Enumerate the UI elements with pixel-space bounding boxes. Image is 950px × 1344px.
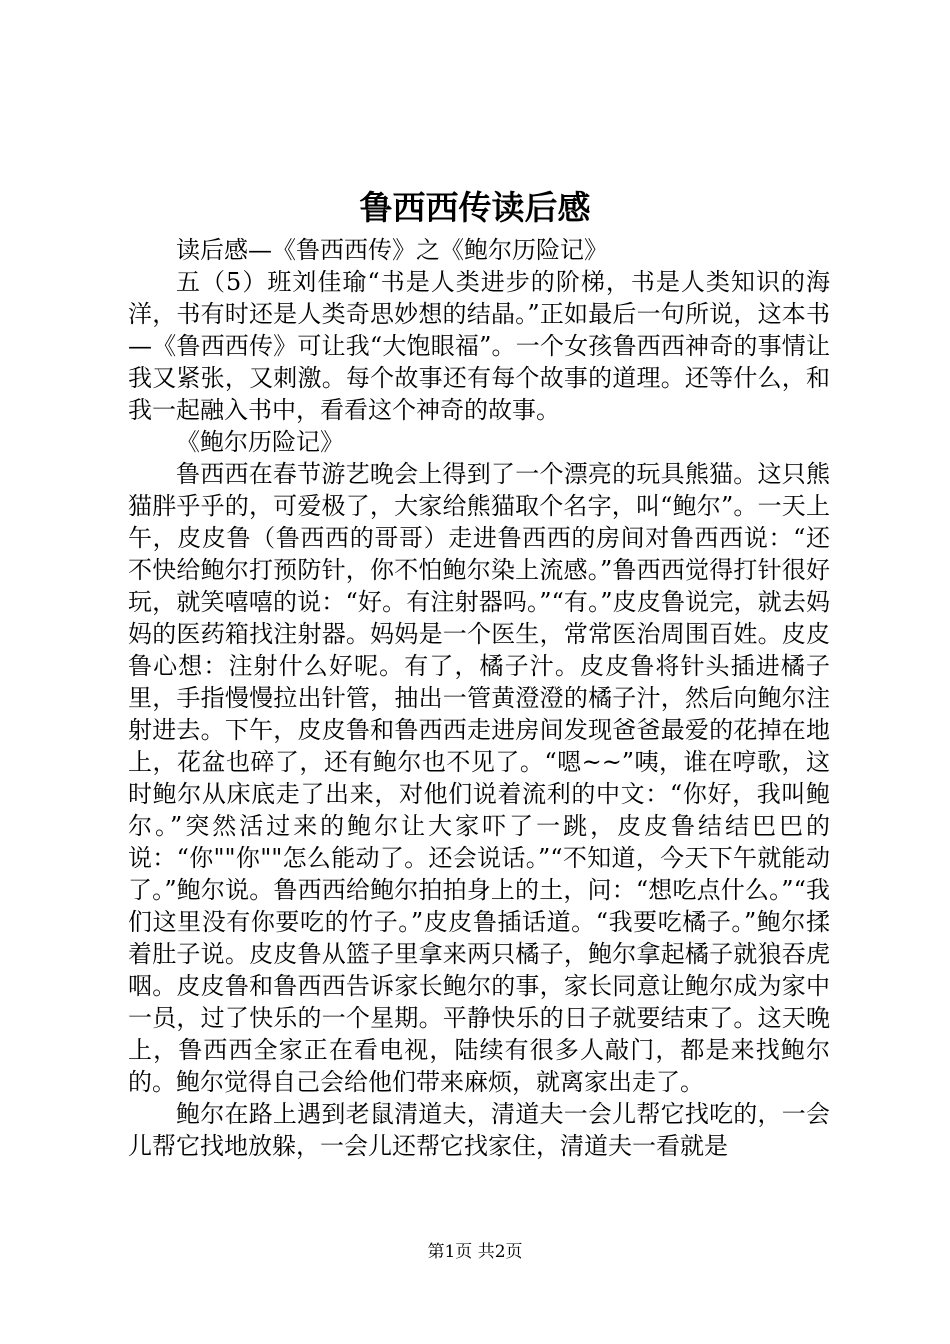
paragraph-intro: 五（5）班刘佳瑜“书是人类进步的阶梯，书是人类知识的海洋，书有时还是人类奇思妙想的结晶。”正如最后一句所说，这本书—《鲁西西传》可让我“大饱眼福”。一个女孩鲁西西神奇的事情让我又紧张，又刺激。每个故事还有每个故事的道理。还等什么，和我一起融入书中，看看这个神奇的故事。 [128, 268, 830, 424]
page-number-footer: 第1页 共2页 [427, 1242, 523, 1262]
paragraph-subtitle: 读后感—《鲁西西传》之《鲍尔历险记》 [176, 236, 608, 264]
paragraph-story: 鲁西西在春节游艺晚会上得到了一个漂亮的玩具熊猫。这只熊猫胖乎乎的，可爱极了，大家给熊猫取个名字，叫“鲍尔”。一天上午，皮皮鲁（鲁西西的哥哥）走进鲁西西的房间对鲁西西说：“还不快给鲍尔打预防针，你不怕鲍尔染上流感。”鲁西西觉得打针很好玩，就笑嘻嘻的说：“好。有注射器吗。”“有。”皮皮鲁说完，就去妈妈的医药箱找注射器。妈妈是一个医生，常常医治周围百姓。皮皮鲁心想：注射什么好呢。有了，橘子汁。皮皮鲁将针头插进橘子里，手指慢慢拉出针管，抽出一管黄澄澄的橘子汁，然后向鲍尔注射进去。下午，皮皮鲁和鲁西西走进房间发现爸爸最爱的花掉在地上，花盆也碎了，还有鲍尔也不见了。“嗯~~”咦，谁在哼歌，这时鲍尔从床底走了出来，对他们说着流利的中文：“你好，我叫鲍尔。”突然活过来的鲍尔让大家吓了一跳，皮皮鲁结结巴巴的说：“你""你""怎么能动了。还会说话。”“不知道，今天下午就能动了。”鲍尔说。鲁西西给鲍尔拍拍身上的土，问：“想吃点什么。”“我们这里没有你要吃的竹子。”皮皮鲁插话道。“我要吃橘子。”鲍尔揉着肚子说。皮皮鲁从篮子里拿来两只橘子，鲍尔拿起橘子就狼吞虎咽。皮皮鲁和鲁西西告诉家长鲍尔的事，家长同意让鲍尔成为家中一员，过了快乐的一个星期。平静快乐的日子就要结束了。这天晚上，鲁西西全家正在看电视，陆续有很多人敲门，都是来找鲍尔的。鲍尔觉得自己会给他们带来麻烦，就离家出走了。 [128, 460, 830, 1096]
document-title: 鲁西西传读后感 [359, 188, 591, 227]
paragraph-story-title: 《鲍尔历险记》 [176, 428, 344, 456]
document-body [128, 234, 830, 1162]
paragraph-continued: 鲍尔在路上遇到老鼠清道夫，清道夫一会儿帮它找吃的，一会儿帮它找地放躲，一会儿还帮它找家住，清道夫一看就是 [128, 1100, 830, 1160]
